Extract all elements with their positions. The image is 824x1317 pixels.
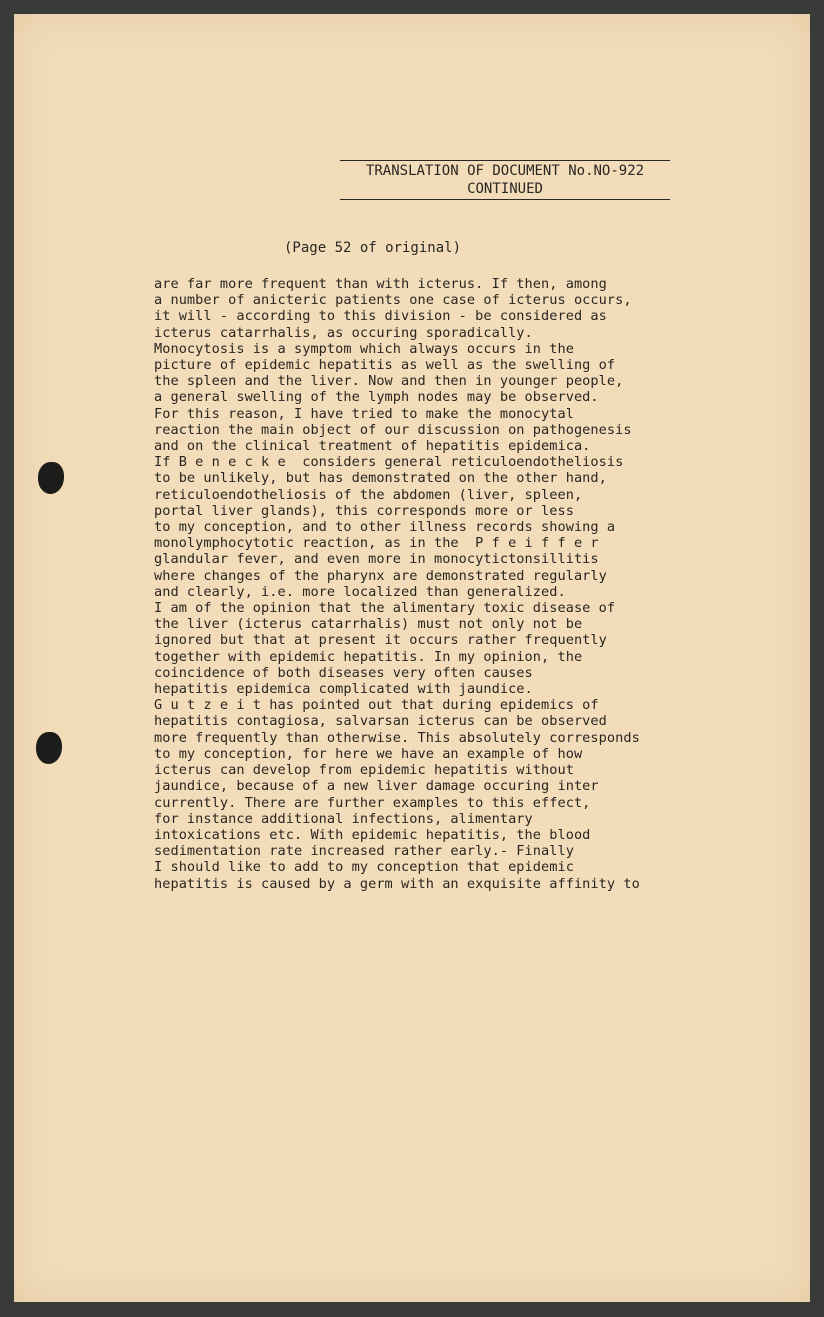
text-line: are far more frequent than with icterus. If then, among — [154, 276, 607, 292]
text-line: If B e n e c k e considers general reticuloendotheliosis — [154, 454, 624, 471]
text-line: glandular fever, and even more in monocytictonsillitis — [154, 551, 599, 568]
text-line: to my conception, and to other illness records showing a — [154, 519, 616, 536]
text-line: to my conception, for here we have an example of how — [154, 745, 583, 762]
text-line: I am of the opinion that the alimentary toxic disease of — [154, 600, 616, 617]
text-line: where changes of the pharynx are demonstrated regularly — [154, 567, 607, 584]
document-page — [14, 14, 810, 1302]
text-line: picture of epidemic hepatitis as well as the swelling of — [154, 357, 616, 374]
text-line: icterus can develop from epidemic hepatitis without — [154, 762, 574, 779]
text-line: portal liver glands), this corresponds more or less — [154, 502, 574, 519]
header-title: TRANSLATION OF DOCUMENT No.NO-922 — [365, 163, 645, 179]
text-line: G u t z e i t has pointed out that during epidemics of — [154, 697, 599, 714]
header-bottom-rule — [340, 199, 670, 200]
text-line: together with epidemic hepatitis. In my opinion, the — [154, 648, 583, 665]
punch-hole-upper — [38, 462, 64, 494]
punch-hole-lower — [36, 732, 62, 764]
text-line: hepatitis contagiosa, salvarsan icterus can be observed — [154, 713, 607, 730]
text-line: a general swelling of the lymph nodes may be observed. — [154, 389, 599, 406]
text-line: the spleen and the liver. Now and then in younger people, — [154, 373, 624, 390]
text-line: reaction the main object of our discussion on pathogenesis — [154, 421, 632, 438]
body-text — [154, 276, 794, 892]
text-line: and on the clinical treatment of hepatitis epidemica. — [154, 438, 591, 455]
text-line: I should like to add to my conception that epidemic — [154, 859, 574, 876]
text-line: Monocytosis is a symptom which always occurs in the — [154, 340, 574, 357]
text-line: it will - according to this division - be considered as — [154, 308, 607, 325]
text-line: ignored but that at present it occurs rather frequently — [154, 632, 607, 649]
text-line: hepatitis is caused by a germ with an exquisite affinity to — [154, 875, 640, 892]
text-line: more frequently than otherwise. This absolutely corresponds — [154, 729, 640, 746]
text-line: reticuloendotheliosis of the abdomen (liver, spleen, — [154, 486, 583, 503]
text-line: to be unlikely, but has demonstrated on the other hand, — [154, 470, 607, 487]
text-line: icterus catarrhalis, as occuring sporadically. — [154, 324, 533, 341]
text-line: monolymphocytotic reaction, as in the P f e i f f e r — [154, 535, 599, 552]
text-line: currently. There are further examples to this effect, — [154, 794, 591, 811]
text-line: coincidence of both diseases very often causes — [154, 664, 533, 681]
header-top-rule — [340, 160, 670, 161]
text-line: a number of anicteric patients one case of icterus occurs, — [154, 292, 632, 309]
header-subtitle: CONTINUED — [467, 181, 543, 197]
text-line: hepatitis epidemica complicated with jaundice. — [154, 681, 533, 698]
text-line: jaundice, because of a new liver damage occuring inter — [154, 778, 599, 795]
document-header — [340, 160, 670, 200]
text-line: and clearly, i.e. more localized than generalized. — [154, 583, 566, 600]
text-line: intoxications etc. With epidemic hepatitis, the blood — [154, 826, 591, 843]
text-line: sedimentation rate increased rather early.- Finally — [154, 843, 574, 860]
page-reference: (Page 52 of original) — [284, 240, 462, 256]
text-line: the liver (icterus catarrhalis) must not only not be — [154, 616, 583, 633]
text-line: for instance additional infections, alimentary — [154, 810, 533, 827]
text-line: For this reason, I have tried to make the monocytal — [154, 405, 574, 422]
